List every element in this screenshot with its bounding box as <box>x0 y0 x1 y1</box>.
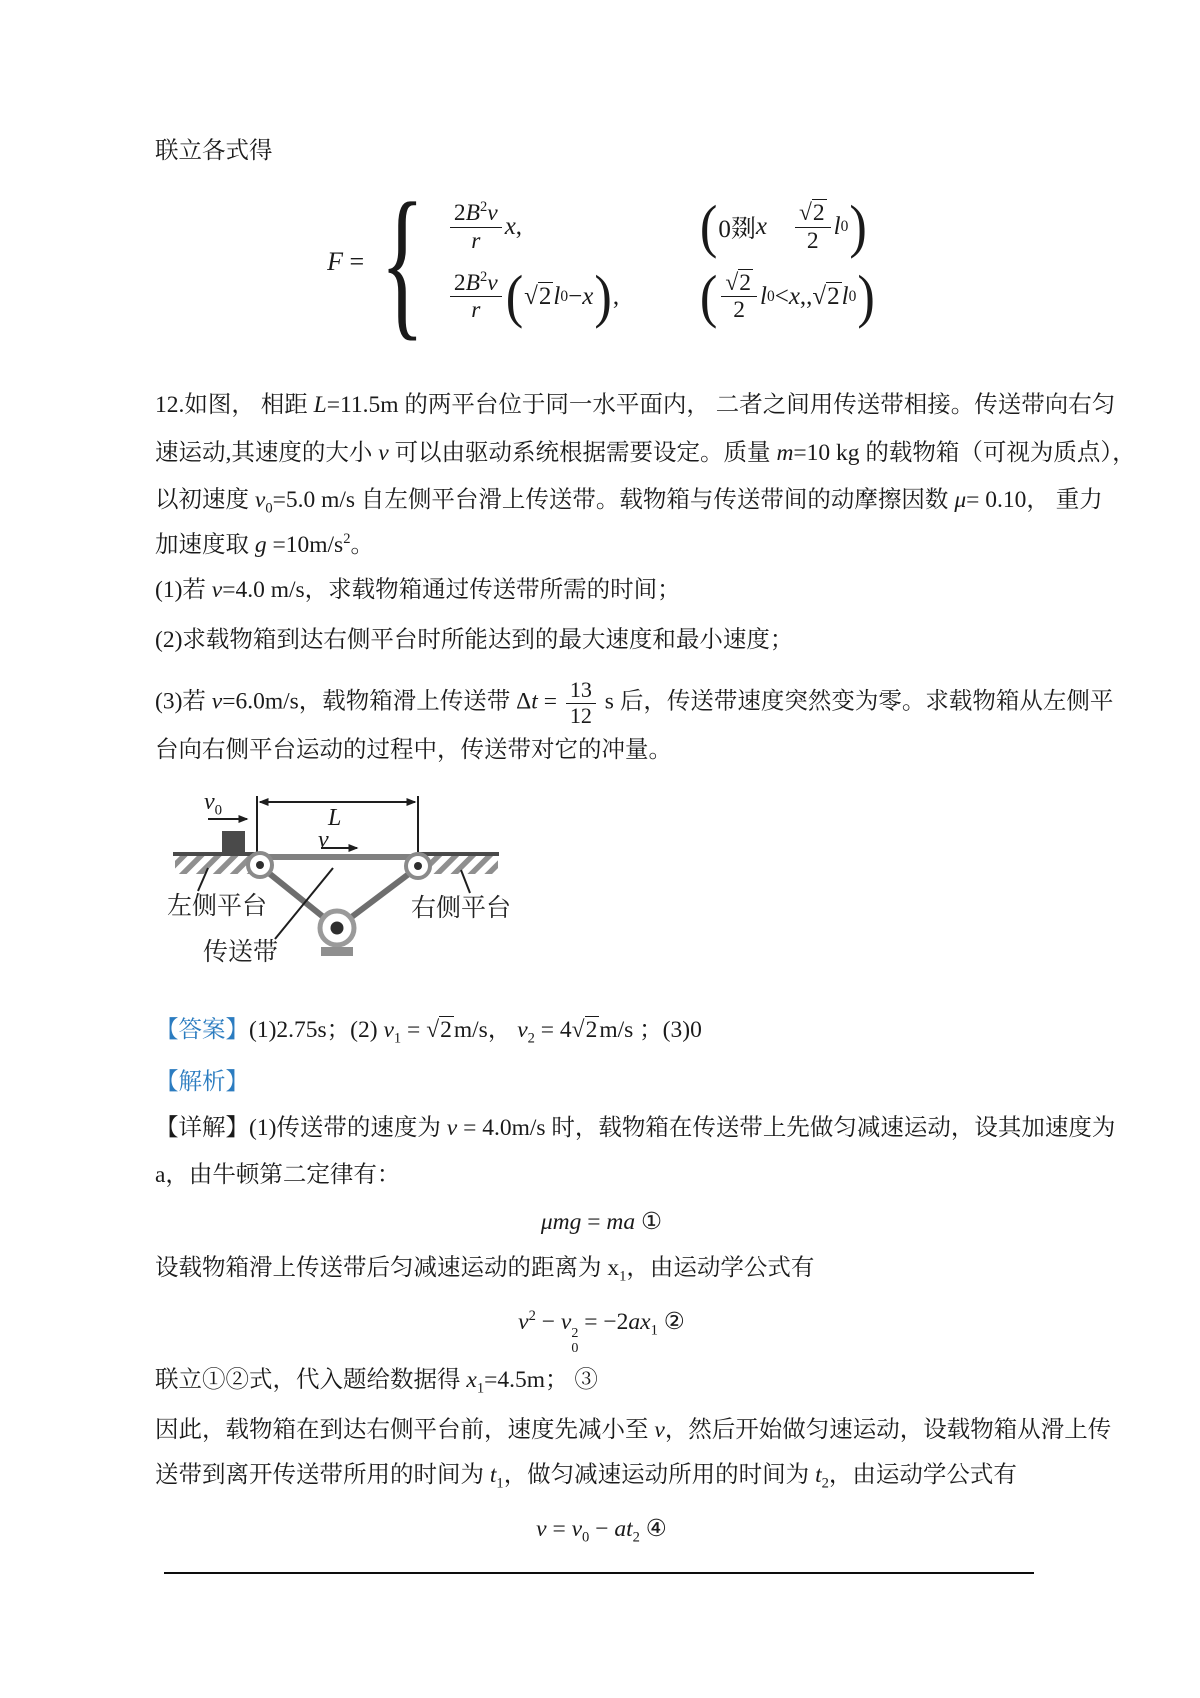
belt-label: 传送带 <box>203 939 279 966</box>
equation-2: $v^2 - v$ 2 0 = $-2ax_1$ ② <box>518 1307 685 1356</box>
problem-line: 速运动,其速度的大小 v 可以由驱动系统根据需要设定。质量 m=10 kg 的载物箱（可视为质点）， <box>155 440 1136 466</box>
piecewise-row <box>447 264 876 330</box>
left-pulley-axle <box>256 861 264 869</box>
answer-line: 【答案】(1)2.75s；(2) $v_1 = √2m/s$， $v_2 = 4√2m/s$ ；(3)0 <box>155 1017 702 1047</box>
right-platform-label: 右侧平台 <box>411 895 512 922</box>
left-platform-label: 左侧平台 <box>167 893 268 920</box>
piecewise-body <box>327 169 876 355</box>
join-equations-text: 联立各式得 <box>155 138 273 164</box>
piecewise-rows <box>447 194 876 330</box>
piecewise-force-formula <box>155 169 1048 355</box>
solution-line: 【详解】(1)传送带的速度为 v = 4.0m/s 时，载物箱在传送带上先做匀减速运动，设其加速度为 <box>155 1115 1116 1141</box>
left-brace: { <box>380 169 425 355</box>
solution-line: 联立①②式，代入题给数据得 $x_1=4.5m$； ③ <box>155 1367 598 1397</box>
solution-line: 因此，载物箱在到达右侧平台前，速度先减小至 v，然后开始做匀速运动，设载物箱从滑上传 <box>155 1417 1112 1443</box>
row1-condition: ( 0剟 x $\frac{√2}{2}$ l 0 ) <box>699 194 867 260</box>
right-platform-hatch <box>421 856 498 874</box>
v-label: v <box>318 827 329 853</box>
equation-4: $v = v_0 - at_2$ ④ <box>536 1516 667 1546</box>
drive-wheel-axle <box>331 922 344 935</box>
problem-question-2: (2)求载物箱到达右侧平台时所能达到的最大速度和最小速度； <box>155 627 794 653</box>
motor-base <box>321 947 353 956</box>
L-label: L <box>328 805 342 831</box>
row2-condition: ( $\frac{√2}{2}$ l 0 < x ,, √2 l 0 ) <box>699 264 875 330</box>
problem-line: 以初速度 $v_0=5.0$ m/s 自左侧平台滑上传送带。载物箱与传送带间的动摩擦因数 μ= 0.10， 重力 <box>155 487 1103 517</box>
problem-question-1: (1)若 v=4.0 m/s，求载物箱通过传送带所需的时间； <box>155 577 681 603</box>
piecewise-row <box>447 194 876 260</box>
solution-line: 设载物箱滑上传送带后匀减速运动的距离为 $x_1$，由运动学公式有 <box>155 1255 815 1285</box>
footer-divider <box>164 1572 1034 1574</box>
problem-line: 加速度取 $g =10m/s^2$。 <box>155 530 374 558</box>
analysis-heading: 【解析】 <box>155 1069 249 1095</box>
row1-expression: $\frac{2B^2v}{r}$ x , <box>447 200 699 254</box>
row2-expression: $\frac{2B^2v}{r}$ ( √2 l 0 − x ) , <box>447 270 699 324</box>
conveyor-belt-figure <box>163 788 515 983</box>
v0-label: $v_0$ <box>204 789 223 819</box>
problem-line: 12.如图， 相距 L=11.5m 的两平台位于同一水平面内， 二者之间用传送带相接。传送带向右匀 <box>155 392 1116 418</box>
solution-line: a，由牛顿第二定律有： <box>155 1162 401 1188</box>
cargo-box <box>222 831 245 853</box>
problem-line: 台向右侧平台运动的过程中，传送带对它的冲量。 <box>155 737 672 763</box>
formula-lhs: F = <box>327 247 365 276</box>
problem-question-3: (3)若 v=6.0m/s，载物箱滑上传送带 Δt = $\frac{13}{12}$ s 后，传送带速度突然变为零。求载物箱从左侧平 <box>155 677 1114 728</box>
solution-line: 送带到离开传送带所用的时间为 $t_1$，做匀减速运动所用的时间为 $t_2$，由运动学公式有 <box>155 1462 1017 1492</box>
right-pulley-axle <box>414 862 422 870</box>
equation-1: μmg = ma ① <box>540 1209 663 1235</box>
